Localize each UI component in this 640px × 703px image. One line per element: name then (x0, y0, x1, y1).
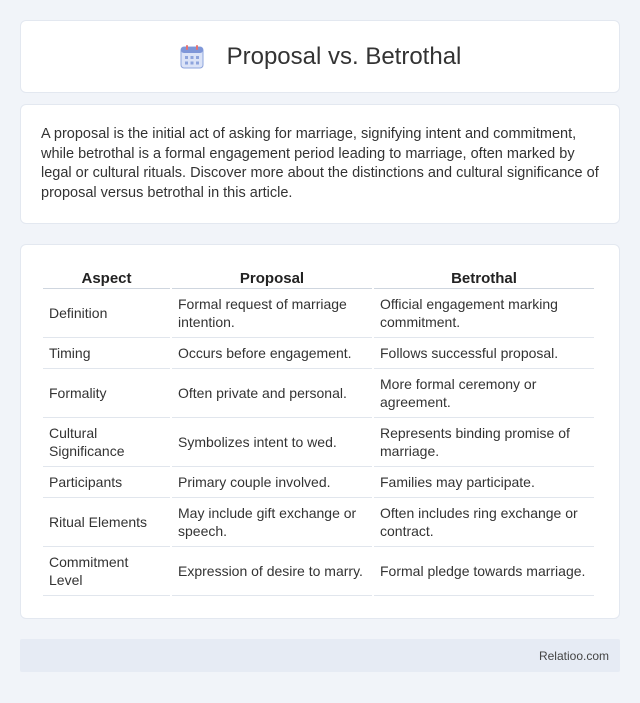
title-card (20, 20, 620, 93)
cell-aspect: Commitment Level (43, 547, 170, 596)
cell-betrothal: Often includes ring exchange or contract. (374, 498, 594, 547)
cell-betrothal: Follows successful proposal. (374, 338, 594, 369)
column-header-betrothal: Betrothal (374, 265, 594, 289)
cell-proposal: Formal request of marriage intention. (172, 289, 372, 338)
table-row (43, 498, 594, 547)
comparison-table-card (20, 244, 620, 619)
cell-proposal: Expression of desire to marry. (172, 547, 372, 596)
table-row (43, 467, 594, 498)
table-row (43, 338, 594, 369)
cell-aspect: Participants (43, 467, 170, 498)
cell-aspect: Cultural Significance (43, 418, 170, 467)
intro-card (20, 104, 620, 224)
table-row (43, 289, 594, 338)
cell-betrothal: More formal ceremony or agreement. (374, 369, 594, 418)
cell-aspect: Definition (43, 289, 170, 338)
page-title: Proposal vs. Betrothal (226, 42, 462, 70)
column-header-proposal: Proposal (172, 265, 372, 289)
cell-proposal: Occurs before engagement. (172, 338, 372, 369)
cell-proposal: Often private and personal. (172, 369, 372, 418)
calendar-icon (179, 44, 205, 70)
footer-site-link[interactable]: Relatioo.com (538, 649, 609, 663)
cell-betrothal: Official engagement marking commitment. (374, 289, 594, 338)
table-row (43, 369, 594, 418)
cell-proposal: May include gift exchange or speech. (172, 498, 372, 547)
intro-text: A proposal is the initial act of asking for marriage, signifying intent and commitment, while betrothal is a formal engagement period leading to marriage, often marked by legal or cultural rituals. Discover more about the distinctions and cultural significance of proposal versus betrothal in this article. (41, 126, 599, 201)
cell-aspect: Formality (43, 369, 170, 418)
table-row (43, 547, 594, 596)
comparison-table (41, 265, 596, 596)
table-header-row (43, 265, 594, 289)
cell-betrothal: Represents binding promise of marriage. (374, 418, 594, 467)
column-header-aspect: Aspect (43, 265, 170, 289)
cell-aspect: Ritual Elements (43, 498, 170, 547)
footer (20, 639, 620, 672)
cell-betrothal: Families may participate. (374, 467, 594, 498)
cell-proposal: Symbolizes intent to wed. (172, 418, 372, 467)
cell-betrothal: Formal pledge towards marriage. (374, 547, 594, 596)
table-row (43, 418, 594, 467)
cell-proposal: Primary couple involved. (172, 467, 372, 498)
cell-aspect: Timing (43, 338, 170, 369)
